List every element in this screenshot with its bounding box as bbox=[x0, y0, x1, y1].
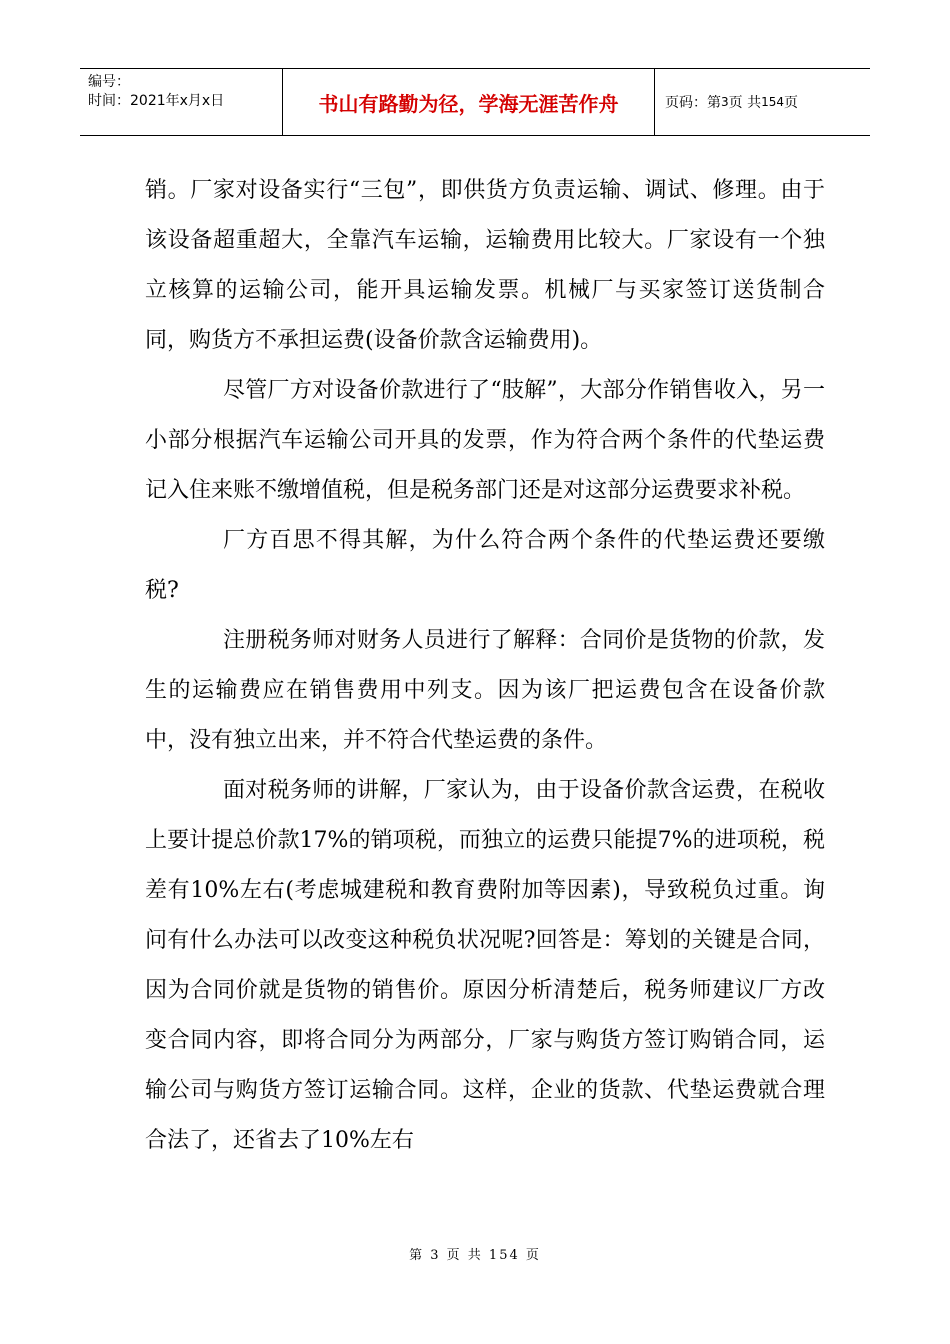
page-total: 154 bbox=[761, 95, 784, 109]
page-current: 3 bbox=[721, 95, 729, 109]
paragraph-1: 销。厂家对设备实行“三包”，即供货方负责运输、调试、修理。由于该设备超重超大，全靠汽车运输，运输费用比较大。厂家设有一个独立核算的运输公司，能开具运输发票。机械厂与买家签订送货制合同，购货方不承担运费(设备价款含运输费用)。 bbox=[145, 178, 825, 353]
page-footer: 第 3 页 共 154 页 bbox=[409, 1248, 541, 1263]
page-prefix: 页码：第 bbox=[665, 95, 721, 111]
paragraph-5: 面对税务师的讲解，厂家认为，由于设备价款含运费，在税收上要计提总价款17%的销项税，而独立的运费只能提7%的进项税，税差有10%左右(考虑城建税和教育费附加等因素)，导致税负过重。询问有什么办法可以改变这种税负状况呢?回答是：筹划的关键是合同，因为合同价就是货物的销售价。原因分析清楚后，税务师建议厂方改变合同内容，即将合同分为两部分，厂家与购货方签订购销合同，运输公司与购货方签订运输合同。这样，企业的货款、代垫运费就合理合法了，还省去了10%左右 bbox=[145, 778, 825, 1153]
paragraph-3: 厂方百思不得其解，为什么符合两个条件的代垫运费还要缴税? bbox=[145, 528, 825, 603]
page-suffix: 页 bbox=[784, 95, 798, 111]
page-mid: 页 共 bbox=[728, 95, 762, 111]
header-motto: 书山有路勤为径，学海无涯苦作舟 bbox=[283, 69, 655, 135]
paragraph-4: 注册税务师对财务人员进行了解释：合同价是货物的价款，发生的运输费应在销售费用中列支。因为该厂把运费包含在设备价款中，没有独立出来，并不符合代垫运费的条件。 bbox=[145, 628, 825, 753]
header-meta bbox=[80, 69, 283, 135]
page-header bbox=[80, 68, 870, 136]
document-date: 时间：2021年x月x日 bbox=[88, 93, 225, 109]
paragraph-2: 尽管厂方对设备价款进行了“肢解”，大部分作销售收入，另一小部分根据汽车运输公司开具的发票，作为符合两个条件的代垫运费记入住来账不缴增值税，但是税务部门还是对这部分运费要求补税。 bbox=[145, 378, 825, 503]
document-number-label: 编号： bbox=[88, 74, 130, 90]
document-body bbox=[145, 166, 825, 1166]
header-page-info bbox=[655, 69, 870, 135]
